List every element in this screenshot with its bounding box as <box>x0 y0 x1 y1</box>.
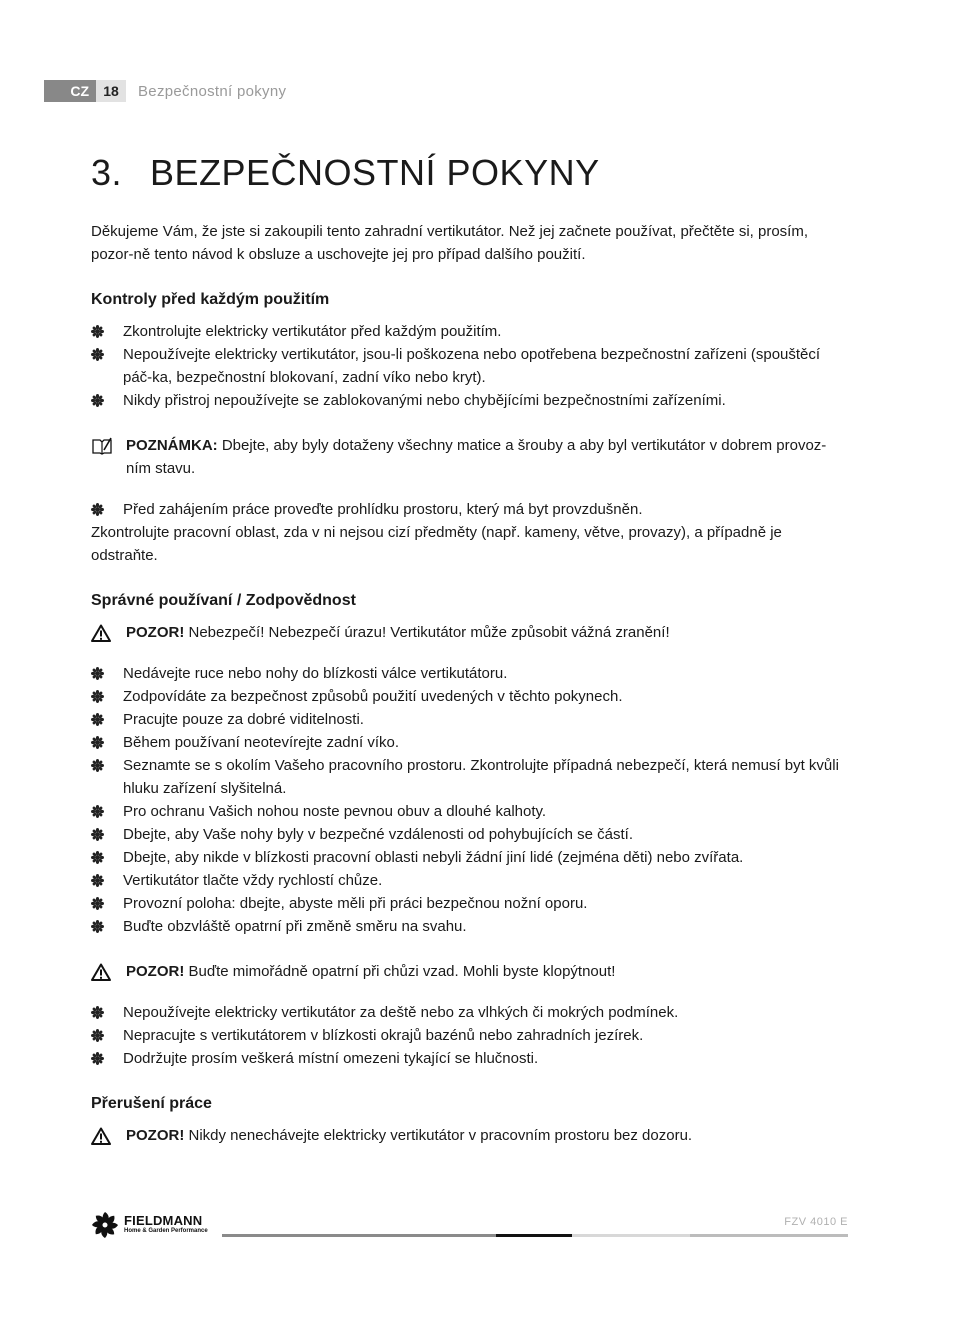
flower-bullet-icon <box>91 667 104 680</box>
warning-label: POZOR! <box>126 963 185 980</box>
warning-label: POZOR! <box>126 1127 185 1144</box>
warning-block <box>91 960 848 983</box>
usage-list <box>91 662 848 938</box>
flower-bullet-icon <box>91 736 104 749</box>
section-title-usage: Správné používaní / Zodpovědnost <box>91 592 356 609</box>
model-number: FZV 4010 E <box>784 1216 848 1228</box>
warning-label: POZOR! <box>126 624 185 641</box>
list-item: Buďte obzvláště opatrní při změně směru na svahu. <box>91 915 848 938</box>
flower-bullet-icon <box>91 394 104 407</box>
flower-bullet-icon <box>91 920 104 933</box>
warning-triangle-icon <box>91 624 113 642</box>
list-item: Nepoužívejte elektricky vertikutátor za deště nebo za vlhkých či mokrých podmínek. <box>91 1001 848 1024</box>
warning-text: Buďte mimořádně opatrní při chůzi vzad. Mohli byste klopýtnout! <box>184 963 616 980</box>
flower-bullet-icon <box>91 690 104 703</box>
weather-list <box>91 1001 848 1070</box>
list-item: Nedávejte ruce nebo nohy do blízkosti válce vertikutátoru. <box>91 662 848 685</box>
page-header <box>44 80 286 102</box>
main-content <box>91 152 848 1147</box>
warning-block <box>91 621 848 644</box>
fieldmann-flower-icon <box>90 1210 120 1240</box>
note-block <box>91 434 848 480</box>
flower-bullet-icon <box>91 805 104 818</box>
brand-tagline: Home & Garden Performance <box>124 1228 208 1234</box>
warning-block <box>91 1124 848 1147</box>
list-item: Provozní poloha: dbejte, abyste měli při práci bezpečnou nožní oporu. <box>91 892 848 915</box>
brand-logo <box>90 1210 208 1240</box>
flower-bullet-icon <box>91 828 104 841</box>
warning-text: Nikdy nenechávejte elektricky vertikutátor v pracovním prostoru bez dozoru. <box>184 1127 693 1144</box>
list-item: Nikdy přistroj nepoužívejte se zablokovanými nebo chybějícími bezpečnostními zařízeními. <box>91 389 848 412</box>
warning-triangle-icon <box>91 1127 113 1145</box>
warning-triangle-icon <box>91 963 113 981</box>
flower-bullet-icon <box>91 713 104 726</box>
list-item: Pro ochranu Vašich nohou noste pevnou obuv a dlouhé kalhoty. <box>91 800 848 823</box>
note-text: Dbejte, aby byly dotaženy všechny matice a šrouby a aby byl vertikutátor v dobrem provoz-ním stavu. <box>126 437 827 477</box>
list-item: Během používaní neotevírejte zadní víko. <box>91 731 848 754</box>
section-heading: BEZPEČNOSTNÍ POKYNY <box>150 152 600 193</box>
page-number: 18 <box>96 80 126 102</box>
footer-rule-mid <box>690 1234 848 1237</box>
flower-bullet-icon <box>91 503 104 516</box>
footer-rule-light <box>572 1234 690 1237</box>
inspection-paragraph: Zkontrolujte pracovní oblast, zda v ni nejsou cizí předměty (např. kameny, větve, provazy), a případně je odstraňte. <box>91 524 782 564</box>
flower-bullet-icon <box>91 874 104 887</box>
flower-bullet-icon <box>91 348 104 361</box>
list-item: Zodpovídáte za bezpečnost způsobů použití uvedených v těchto pokynech. <box>91 685 848 708</box>
list-item: Zkontrolujte elektricky vertikutátor před každým použitím. <box>91 320 848 343</box>
intro-paragraph: Děkujeme Vám, že jste si zakoupili tento zahradní vertikutátor. Než jej začnete používat, přečtěte si, prosím, pozor-ně tento návod k obsluze a uschovejte jej pro případ dalšího použití. <box>91 223 809 263</box>
footer-rule-gray <box>222 1234 496 1237</box>
language-code: CZ <box>44 80 96 102</box>
list-item: Před zahájením práce proveďte prohlídku prostoru, který má byt provzdušněn. <box>91 498 848 521</box>
note-label: POZNÁMKA: <box>126 437 218 454</box>
flower-bullet-icon <box>91 1052 104 1065</box>
brand-name: FIELDMANN <box>124 1213 203 1228</box>
page-footer <box>90 1210 848 1250</box>
section-number: 3. <box>91 152 123 193</box>
warning-text: Nebezpečí! Nebezpečí úrazu! Vertikutátor může způsobit vážná zranění! <box>184 624 670 641</box>
section-title-checks: Kontroly před každým použitím <box>91 291 330 308</box>
flower-bullet-icon <box>91 325 104 338</box>
header-title: Bezpečnostní pokyny <box>138 82 287 100</box>
flower-bullet-icon <box>91 897 104 910</box>
list-item: Dbejte, aby Vaše nohy byly v bezpečné vzdálenosti od pohybujících se částí. <box>91 823 848 846</box>
list-item: Vertikutátor tlačte vždy rychlostí chůze. <box>91 869 848 892</box>
inspection-list <box>91 498 848 521</box>
checks-list <box>91 320 848 412</box>
list-item: Dbejte, aby nikde v blízkosti pracovní oblasti nebyli žádní jiní lidé (zejména děti) nebo zvířata. <box>91 846 848 869</box>
list-item: Nepracujte s vertikutátorem v blízkosti okrajů bazénů nebo zahradních jezírek. <box>91 1024 848 1047</box>
page-title <box>91 152 848 194</box>
flower-bullet-icon <box>91 1006 104 1019</box>
footer-rule-dark <box>496 1234 572 1237</box>
section-title-interruption: Přerušení práce <box>91 1095 212 1112</box>
flower-bullet-icon <box>91 759 104 772</box>
list-item: Seznamte se s okolím Vašeho pracovního prostoru. Zkontrolujte případná nebezpečí, která nemusí byt kvůli hluku zařízení slyšitelná. <box>91 754 848 800</box>
flower-bullet-icon <box>91 851 104 864</box>
note-book-icon <box>91 437 113 455</box>
list-item: Dodržujte prosím veškerá místní omezeni tykající se hlučnosti. <box>91 1047 848 1070</box>
list-item: Pracujte pouze za dobré viditelnosti. <box>91 708 848 731</box>
flower-bullet-icon <box>91 1029 104 1042</box>
list-item: Nepoužívejte elektricky vertikutátor, jsou-li poškozena nebo opotřebena bezpečnostní zařízeni (spouštěcí páč-ka, bezpečnostní blokovaní, zadní víko nebo kryt). <box>91 343 848 389</box>
